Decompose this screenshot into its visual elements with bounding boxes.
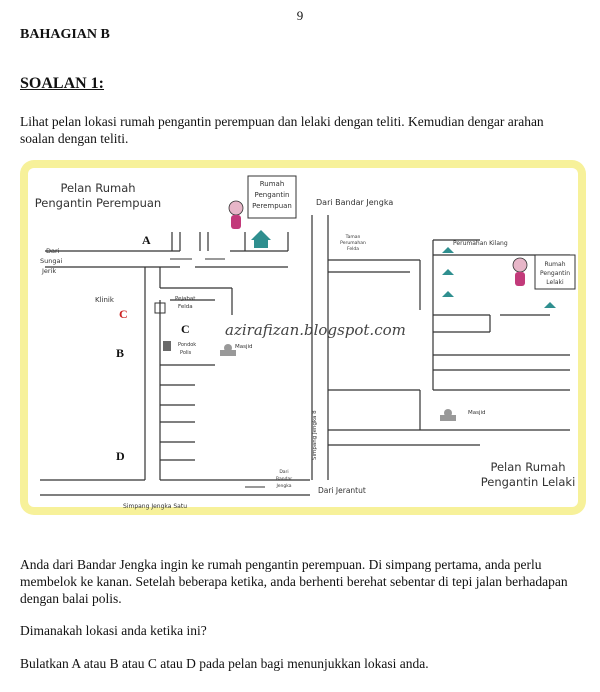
pondok-polis-1: Pondok: [178, 342, 197, 348]
marker-b: B: [116, 346, 125, 360]
question-title: SOALAN 1:: [20, 75, 105, 92]
groom-plan-title-line1: Pelan Rumah: [490, 460, 566, 474]
simpang-jengka-satu-label: Simpang Jengka Satu: [123, 503, 187, 510]
groom-house-label-2: Pengantin: [539, 270, 571, 277]
from-bandar-jengka-mid-1: Dari: [279, 470, 289, 475]
marker-d: D: [116, 449, 125, 463]
bride-house-label-1: Rumah: [259, 180, 285, 188]
klinik-label: Klinik: [95, 296, 114, 304]
marker-a: A: [142, 233, 151, 247]
intro-paragraph: Lihat pelan lokasi rumah pengantin perempuan dan lelaki dengan teliti. Kemudian dengar arahan soalan dengan teliti.: [20, 114, 544, 146]
taman-perumahan-1: Taman: [345, 235, 361, 240]
masjid-right-label: Masjid: [468, 410, 486, 416]
groom-house-label-1: Rumah: [544, 261, 566, 268]
pejabat-felda-1: Pejabat: [175, 296, 196, 302]
marker-c-red: C: [119, 307, 128, 321]
blog-watermark: azirafizan.blogspot.com: [225, 321, 406, 339]
answer-instruction: Bulatkan A atau B atau C atau D pada pelan bagi menunjukkan lokasi anda.: [20, 656, 429, 671]
taman-perumahan-3: Felda: [347, 247, 359, 252]
bride-plan-title-line1: Pelan Rumah: [60, 181, 136, 195]
taman-perumahan-2: Perumahan: [340, 241, 366, 246]
from-sungai-jerik-1: Dari: [46, 247, 60, 255]
simpang-jengka-road-label: Simpang Jengka 8: [312, 410, 318, 460]
masjid-left-label: Masjid: [235, 344, 253, 350]
page-number: 9: [296, 8, 304, 23]
perumahan-kilang-label: Perumahan Kilang: [453, 240, 508, 247]
from-bandar-jengka-top: Dari Bandar Jengka: [316, 198, 394, 207]
police-post-icon: [163, 341, 171, 351]
groom-house-label-3: Lelaki: [546, 279, 564, 286]
story-paragraph: Anda dari Bandar Jengka ingin ke rumah pengantin perempuan. Di simpang pertama, anda perlu membelok ke kanan. Setelah beberapa ketika, anda berhenti berehat sebentar di tepi jalan berhadapan dengan balai polis.: [20, 557, 568, 606]
from-jerantut-label: Dari Jerantut: [318, 486, 366, 495]
from-bandar-jengka-mid-2: Bandar: [275, 477, 293, 482]
from-sungai-jerik-3: Jerik: [42, 267, 57, 275]
bride-plan-title-line2: Pengantin Perempuan: [34, 196, 162, 210]
pondok-polis-2: Polis: [180, 350, 192, 356]
map-drawing: [20, 160, 586, 515]
bride-house-label-2: Pengantin: [254, 191, 290, 199]
section-heading: BAHAGIAN B: [20, 27, 110, 42]
pejabat-felda-2: Felda: [178, 304, 193, 310]
bride-house-label-3: Perempuan: [252, 202, 292, 210]
groom-plan-title-line2: Pengantin Lelaki: [480, 475, 576, 489]
from-sungai-jerik-2: Sungai: [40, 257, 63, 265]
question-prompt: Dimanakah lokasi anda ketika ini?: [20, 623, 207, 638]
from-bandar-jengka-mid-3: Jengka: [276, 484, 292, 489]
location-map: [20, 160, 586, 515]
marker-c: C: [181, 322, 190, 336]
